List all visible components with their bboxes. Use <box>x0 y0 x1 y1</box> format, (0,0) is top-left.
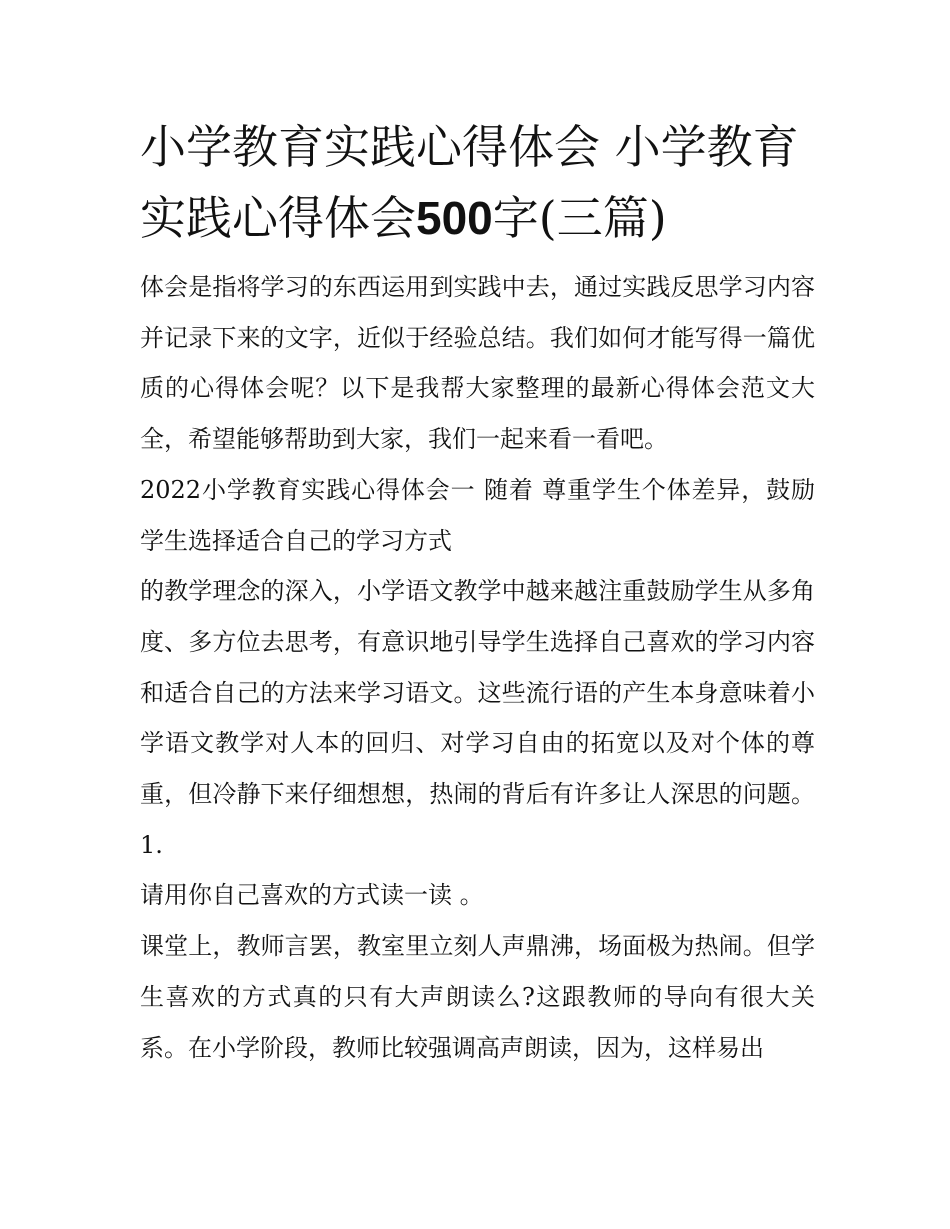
document-body <box>140 112 815 1073</box>
quote-paragraph: 请用你自己喜欢的方式读一读 。 <box>140 881 484 910</box>
title-number: 500 <box>416 192 493 244</box>
title-suffix: 字(三篇) <box>492 191 667 245</box>
body-paragraph: 的教学理念的深入，小学语文教学中越来越注重鼓励学生从多角度、多方位去思考，有意识地引导学生选择自己喜欢的学习内容和适合自己的方法来学习语文。这些流行语的产生本身意味着小学语文教学对人本的回归、对学习自由的拓宽以及对个体的尊重，但冷静下来仔细想想，热闹的背后有许多让人深思的问题。1. <box>140 577 815 859</box>
intro-paragraph: 体会是指将学习的东西运用到实践中去，通过实践反思学习内容并记录下来的文字，近似于经验总结。我们如何才能写得一篇优质的心得体会呢？以下是我帮大家整理的最新心得体会范文大全，希望能够帮助到大家，我们一起来看一看吧。 <box>140 273 815 454</box>
document-title <box>140 112 815 254</box>
classroom-paragraph: 课堂上，教师言罢，教室里立刻人声鼎沸，场面极为热闹。但学生喜欢的方式真的只有大声朗读么?这跟教师的导向有很大关系。在小学阶段，教师比较强调高声朗读，因为，这样易出 <box>140 932 815 1062</box>
section-heading-paragraph: 2022小学教育实践心得体会一 随着 尊重学生个体差异，鼓励学生选择适合自己的学习方式 <box>140 475 815 555</box>
title-text: 小学教育实践心得体会 小学教育实践心得体会 <box>140 120 799 245</box>
